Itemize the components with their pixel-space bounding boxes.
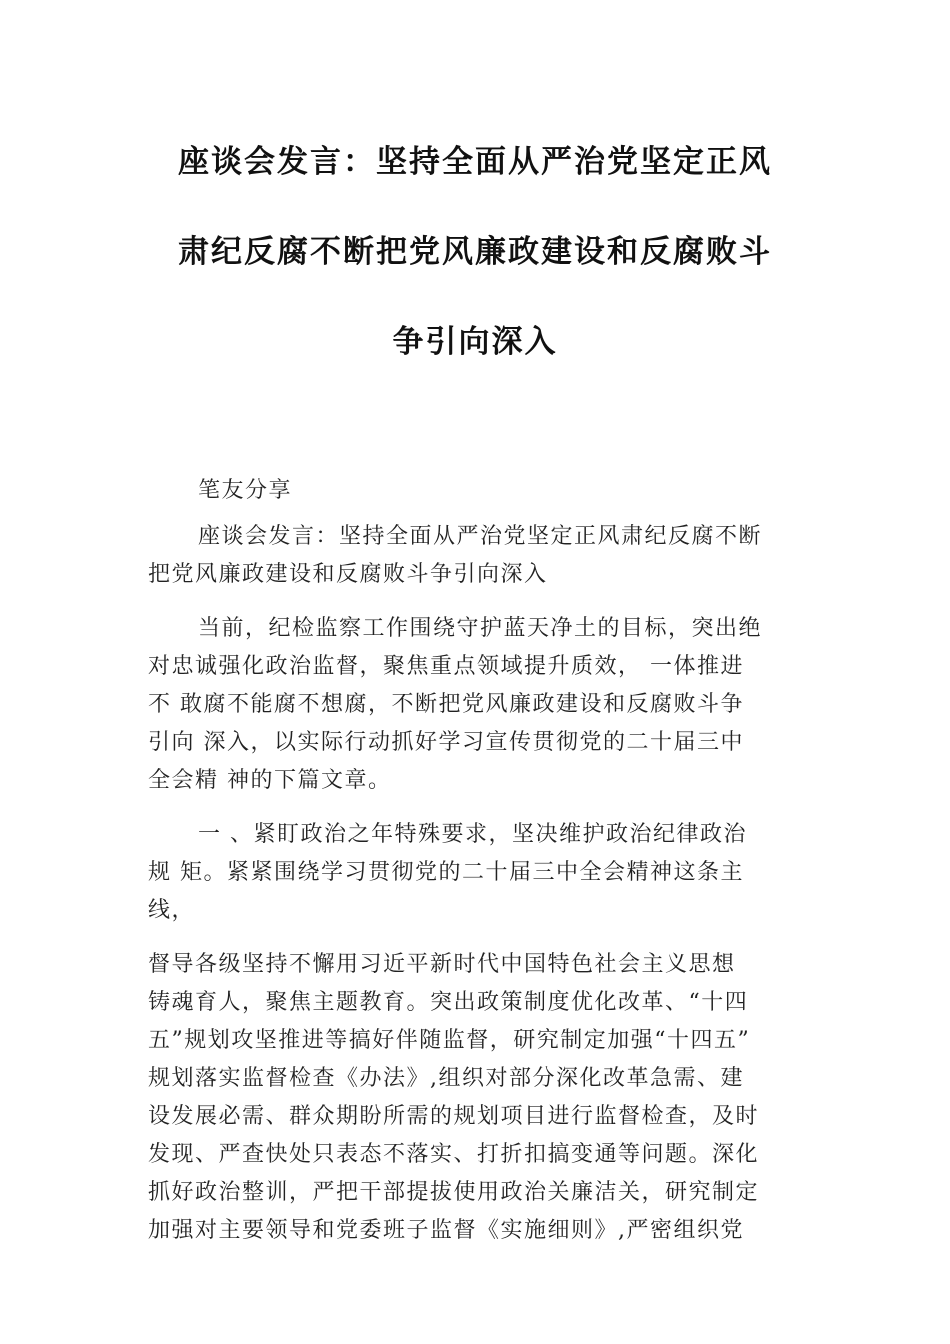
source-line: 笔友分享: [198, 478, 293, 503]
continuation-line-2: 铸魂育人，聚焦主题教育。突出政策制度优化改革、“十四: [148, 990, 749, 1015]
document-title-line-1: 座谈会发言：坚持全面从严治党坚定正风: [178, 144, 772, 180]
section-one-line-1: 一 、紧盯政治之年特殊要求，坚决维护政治纪律政治: [198, 822, 747, 847]
continuation-line-5: 设发展必需、群众期盼所需的规划项目进行监督检查，及时: [148, 1104, 760, 1129]
intro-line-3: 不 敢腐不能腐不想腐，不断把党风廉政建设和反腐败斗争: [148, 692, 744, 717]
intro-line-1: 当前，纪检监察工作围绕守护蓝天净土的目标，突出绝: [198, 616, 763, 641]
intro-line-4: 引向 深入，以实际行动抓好学习宣传贯彻党的二十届三中: [148, 730, 744, 755]
continuation-line-3: 五”规划攻坚推进等搞好伴随监督，研究制定加强“十四五”: [148, 1028, 751, 1053]
continuation-line-7: 抓好政治整训，严把干部提拔使用政治关廉洁关，研究制定: [148, 1180, 760, 1205]
continuation-line-6: 发现、严查快处只表态不落实、打折扣搞变通等问题。深化: [148, 1142, 760, 1167]
continuation-line-4: 规划落实监督检查《办法》,组织对部分深化改革急需、建: [148, 1066, 744, 1091]
intro-line-5: 全会精 神的下篇文章。: [148, 768, 392, 793]
intro-paragraph: [148, 610, 808, 800]
heading-line-1: 座谈会发言：坚持全面从严治党坚定正风肃纪反腐不断: [198, 524, 763, 549]
document-title-line-3: 争引向深入: [392, 324, 558, 360]
section-one-paragraph: [148, 816, 808, 930]
heading-line-2: 把党风廉政建设和反腐败斗争引向深入: [148, 562, 548, 587]
continuation-line-8: 加强对主要领导和党委班子监督《实施细则》,严密组织党: [148, 1218, 744, 1243]
document-title-line-2: 肃纪反腐不断把党风廉政建设和反腐败斗: [178, 234, 772, 270]
heading-paragraph: [148, 518, 808, 594]
continuation-paragraph: [148, 946, 808, 1250]
source-paragraph: [148, 472, 808, 510]
section-one-line-2: 规 矩。紧紧围绕学习贯彻党的二十届三中全会精神这条主: [148, 860, 744, 885]
continuation-line-1: 督导各级坚持不懈用习近平新时代中国特色社会主义思想: [148, 952, 736, 977]
section-one-line-3: 线，: [148, 898, 196, 923]
intro-line-2: 对忠诚强化政治监督，聚焦重点领域提升质效， 一体推进: [148, 654, 744, 679]
